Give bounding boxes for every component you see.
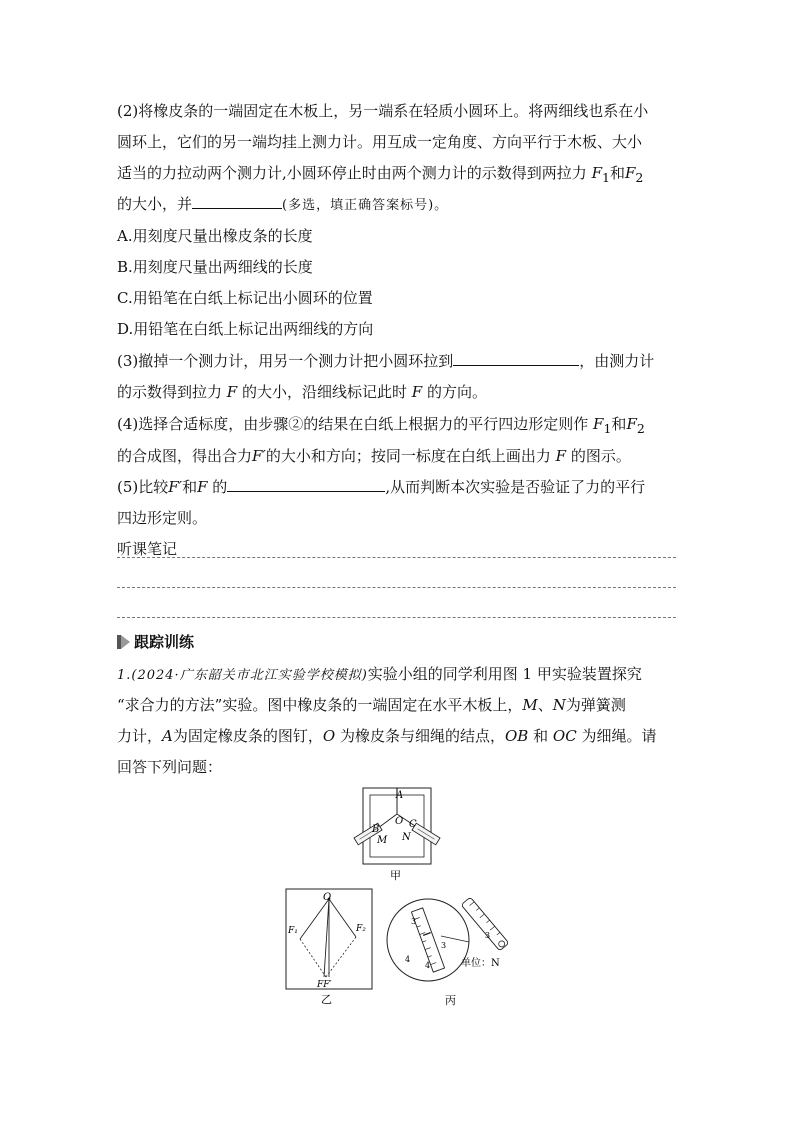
notes-label — [117, 539, 177, 559]
p1-text-4: 回答下列问题： — [117, 758, 223, 776]
dial-mark-4b: 4 — [425, 961, 431, 970]
caption-yi: 乙 — [321, 993, 332, 1006]
label-a: A — [396, 790, 404, 801]
q5-text-2: 四边形定则。 — [117, 509, 208, 527]
label-n: N — [402, 832, 411, 843]
option-c-text: C.用铅笔在白纸上标记出小圆环的位置 — [117, 289, 373, 307]
q2-text-3: 适当的力拉动两个测力计,小圆环停止时由两个测力计的示数得到两拉力 — [117, 164, 587, 182]
answer-blank-q5[interactable] — [227, 477, 385, 492]
label-yi-o: O — [323, 892, 332, 903]
dial-mark-3c: 3 — [485, 931, 491, 940]
q3-text-2a: 的示数得到拉力 — [117, 383, 223, 401]
unit-label: 单位：N — [461, 958, 500, 969]
q3-line-2 — [117, 382, 487, 402]
p1-line-3 — [117, 726, 656, 746]
option-a — [117, 226, 313, 246]
section-marker-icon — [117, 635, 121, 649]
option-c — [117, 288, 373, 308]
q5-text-1b: 的 — [212, 478, 228, 496]
var-f: F — [555, 447, 567, 465]
figure-jia — [340, 786, 450, 882]
var-m: M — [522, 696, 538, 714]
p1-source: 1.(2024·广东韶关市北江实验学校模拟) — [117, 668, 368, 683]
label-yi-f1: F₁ — [288, 926, 298, 936]
var-f1: F — [593, 415, 604, 433]
var-f: F — [226, 383, 238, 401]
label-yi-f2: F₂ — [356, 924, 366, 934]
figure-yi — [284, 887, 376, 1007]
label-o: O — [395, 816, 404, 827]
q2-line-2 — [117, 132, 642, 152]
and-text: 和 — [611, 415, 627, 433]
option-d — [117, 319, 373, 339]
var-o: O — [322, 727, 336, 745]
and-text: 和 — [533, 727, 549, 745]
sub-2: 2 — [635, 170, 644, 185]
sub-2: 2 — [636, 421, 645, 436]
var-f: F — [411, 383, 423, 401]
label-b: B — [372, 824, 380, 835]
q4-line-1 — [117, 414, 645, 439]
q5-line-1 — [117, 477, 645, 497]
label-m: M — [377, 835, 388, 846]
q2-line-1 — [117, 101, 648, 121]
var-f-prime: F′ — [168, 478, 183, 496]
q2-line-4 — [117, 194, 448, 216]
answer-blank-q3[interactable] — [453, 351, 579, 366]
p1-line-4 — [117, 757, 222, 777]
caption-bing: 丙 — [445, 994, 456, 1007]
p1-line-1 — [117, 664, 642, 686]
sub-1: 1 — [603, 421, 612, 436]
label-yi-ffp: FF′ — [317, 980, 332, 990]
q2-text-1: (2)将橡皮条的一端固定在木板上，另一端系在轻质小圆环上。将两细线也系在小 — [117, 102, 649, 120]
q4-text-1a: (4)选择合适标度，由步骤②的结果在白纸上根据力的平行四边形定则作 — [117, 415, 589, 433]
dial-mark-4a: 4 — [405, 955, 411, 964]
label-c: C — [409, 819, 417, 830]
q2-line-3 — [117, 163, 643, 188]
figure-bing — [383, 890, 523, 1008]
var-oc: OC — [552, 727, 577, 745]
q4-text-2b: 的大小和方向；按同一标度在白纸上画出力 — [265, 447, 551, 465]
q3-text-2b: 的大小，沿细线标记此时 — [242, 383, 408, 401]
sub-1: 1 — [601, 170, 610, 185]
section-arrow-icon — [121, 635, 130, 649]
var-f2: F — [626, 415, 637, 433]
answer-blank-q2[interactable] — [192, 194, 282, 209]
q5-text-1c: ,从而判断本次实验是否验证了力的平行 — [385, 478, 646, 496]
p1-text-3b: 为固定橡皮条的图钉， — [172, 727, 323, 745]
q4-text-2a: 的合成图，得出合力 — [117, 447, 253, 465]
p1-text-1: 实验小组的同学利用图 1 甲实验装置探究 — [367, 665, 642, 683]
var-f1: F — [591, 164, 602, 182]
q4-line-2 — [117, 446, 631, 466]
q4-text-2c: 的图示。 — [570, 447, 631, 465]
q3-text-1a: (3)撤掉一个测力计，用另一个测力计把小圆环拉到 — [117, 352, 454, 370]
section-title: 跟踪训练 — [134, 633, 195, 651]
p1-text-2: “求合力的方法”实验。图中橡皮条的一端固定在水平木板上， — [117, 696, 523, 714]
q5-text-1a: (5)比较 — [117, 478, 169, 496]
notes-line-2[interactable] — [117, 587, 676, 588]
dial-mark-3a: 3 — [411, 917, 417, 926]
var-a: A — [162, 727, 173, 745]
p1-text-3d: 为细绳。请 — [581, 727, 657, 745]
p1-text-3c: 为橡皮条与细绳的结点， — [339, 727, 505, 745]
option-b-text: B.用刻度尺量出两细线的长度 — [117, 258, 313, 276]
q2-text-4a: 的大小，并 — [117, 195, 193, 213]
p1-line-2 — [117, 695, 626, 715]
section-header — [117, 631, 194, 652]
var-n: N — [552, 696, 566, 714]
separator: 、 — [537, 696, 553, 714]
q3-line-1 — [117, 351, 654, 371]
q2-text-4b: (多选，填正确答案标号)。 — [282, 198, 449, 213]
p1-text-3a: 力计， — [117, 727, 163, 745]
notes-label-text: 听课笔记 — [117, 540, 178, 558]
var-f-prime: F′ — [252, 447, 266, 465]
notes-line-3[interactable] — [117, 617, 676, 618]
notes-line-1[interactable] — [117, 557, 676, 558]
q2-text-2: 圆环上，它们的另一端均挂上测力计。用互成一定角度、方向平行于木板、大小 — [117, 133, 643, 151]
q5-line-2 — [117, 508, 207, 528]
dial-mark-3b: 3 — [441, 941, 447, 950]
var-ob: OB — [504, 727, 529, 745]
var-f: F — [197, 478, 208, 496]
and-text: 和 — [609, 164, 625, 182]
q3-text-1b: ，由测力计 — [579, 352, 655, 370]
caption-jia: 甲 — [390, 869, 401, 882]
option-a-text: A.用刻度尺量出橡皮条的长度 — [117, 227, 313, 245]
option-d-text: D.用铅笔在白纸上标记出两细线的方向 — [117, 320, 374, 338]
var-f2: F — [624, 164, 636, 182]
p1-text-2-end: 为弹簧测 — [565, 696, 626, 714]
q3-text-2c: 的方向。 — [427, 383, 488, 401]
and-text: 和 — [182, 478, 198, 496]
option-b — [117, 257, 313, 277]
